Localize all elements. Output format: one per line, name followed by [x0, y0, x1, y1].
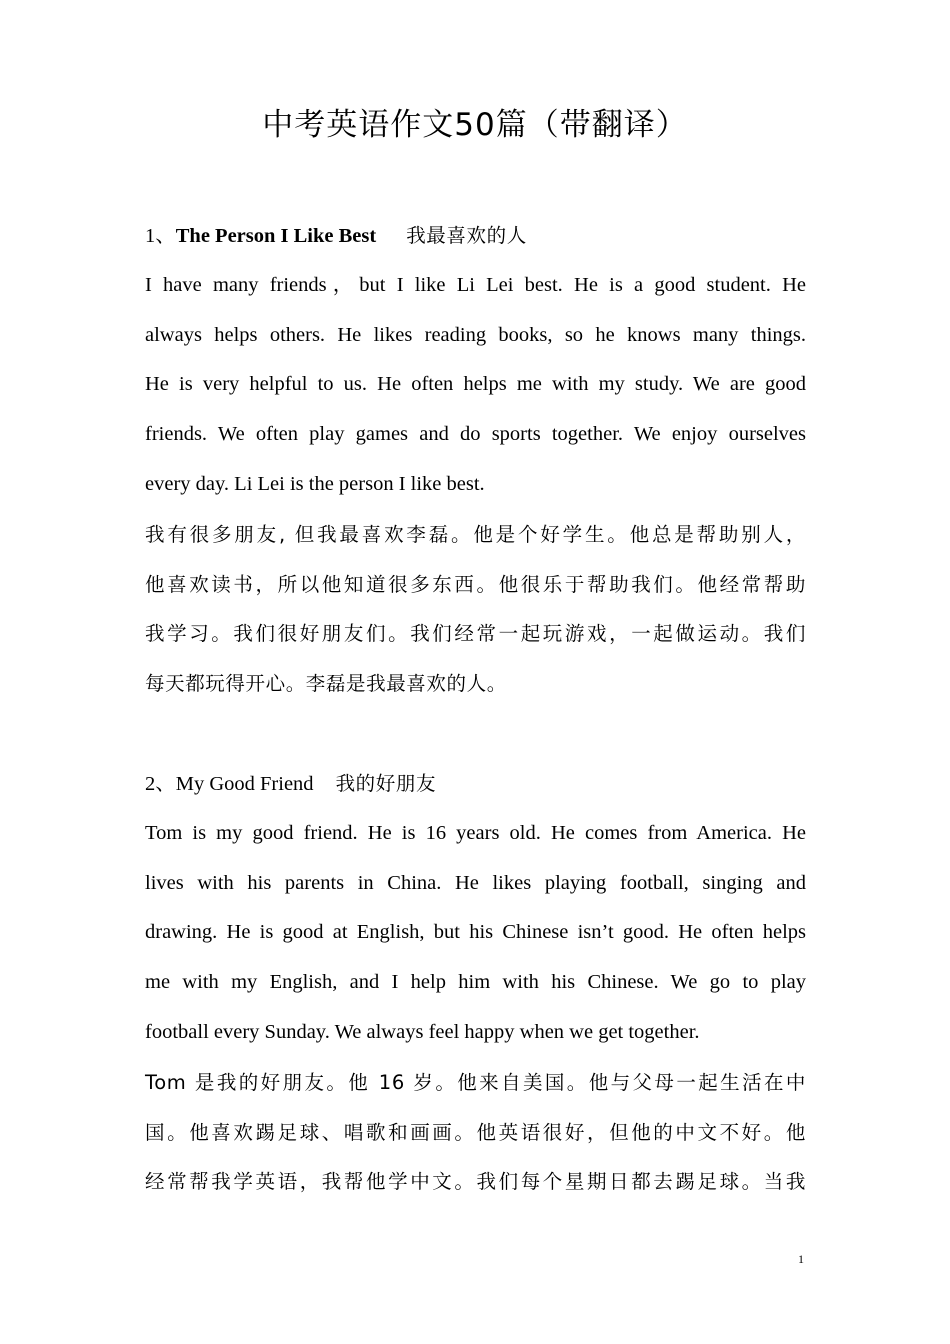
english-line: I have many friends，but I like Li Lei best. He is a good student. He	[145, 273, 806, 296]
essay-number: 2、	[145, 773, 176, 795]
essay-heading	[145, 211, 806, 261]
essay-title-zh: 我的好朋友	[335, 772, 437, 795]
english-line: every day. Li Lei is the person I like best.	[145, 472, 485, 495]
essay-title-en: My Good Friend	[175, 773, 314, 795]
english-line: always helps others. He likes reading books, so he knows many things.	[145, 323, 806, 346]
chinese-line: 他喜欢读书，所以他知道很多东西。他很乐于帮助我们。他经常帮助	[145, 572, 806, 596]
chinese-line: Tom 是我的好朋友。他 16 岁。他来自美国。他与父母一起生活在中	[145, 1070, 806, 1094]
english-line: me with my English, and I help him with his Chinese. We go to play	[145, 971, 806, 994]
chinese-line: 我学习。我们很好朋友们。我们经常一起玩游戏，一起做运动。我们	[145, 622, 806, 646]
essay-heading	[145, 759, 806, 809]
english-line: football every Sunday. We always feel happy when we get together.	[145, 1020, 700, 1043]
essay-title-zh: 我最喜欢的人	[406, 224, 527, 247]
chinese-line: 经常帮我学英语，我帮他学中文。我们每个星期日都去踢足球。当我	[145, 1170, 806, 1194]
essay-number: 1、	[145, 225, 176, 247]
english-line: friends. We often play games and do sports together. We enjoy ourselves	[145, 423, 806, 446]
chinese-line: 每天都玩得开心。李磊是我最喜欢的人。	[145, 672, 507, 696]
english-line: He is very helpful to us. He often helps me with my study. We are good	[145, 373, 806, 396]
english-line: Tom is my good friend. He is 16 years old. He comes from America. He	[145, 821, 806, 844]
page-number: 1	[798, 1252, 804, 1266]
essay-1	[145, 211, 806, 709]
english-line: drawing. He is good at English, but his Chinese isn’t good. He often helps	[145, 921, 806, 944]
chinese-line: 国。他喜欢踢足球、唱歌和画画。他英语很好，但他的中文不好。他	[145, 1120, 806, 1144]
essay-title-en: The Person I Like Best	[175, 225, 377, 247]
chinese-line: 我有很多朋友, 但我最喜欢李磊。他是个好学生。他总是帮助别人，	[145, 522, 806, 546]
english-line: lives with his parents in China. He likes playing football, singing and	[145, 871, 806, 894]
essay-2	[145, 759, 806, 1207]
document-title: 中考英语作文50篇（带翻译）	[262, 107, 688, 143]
